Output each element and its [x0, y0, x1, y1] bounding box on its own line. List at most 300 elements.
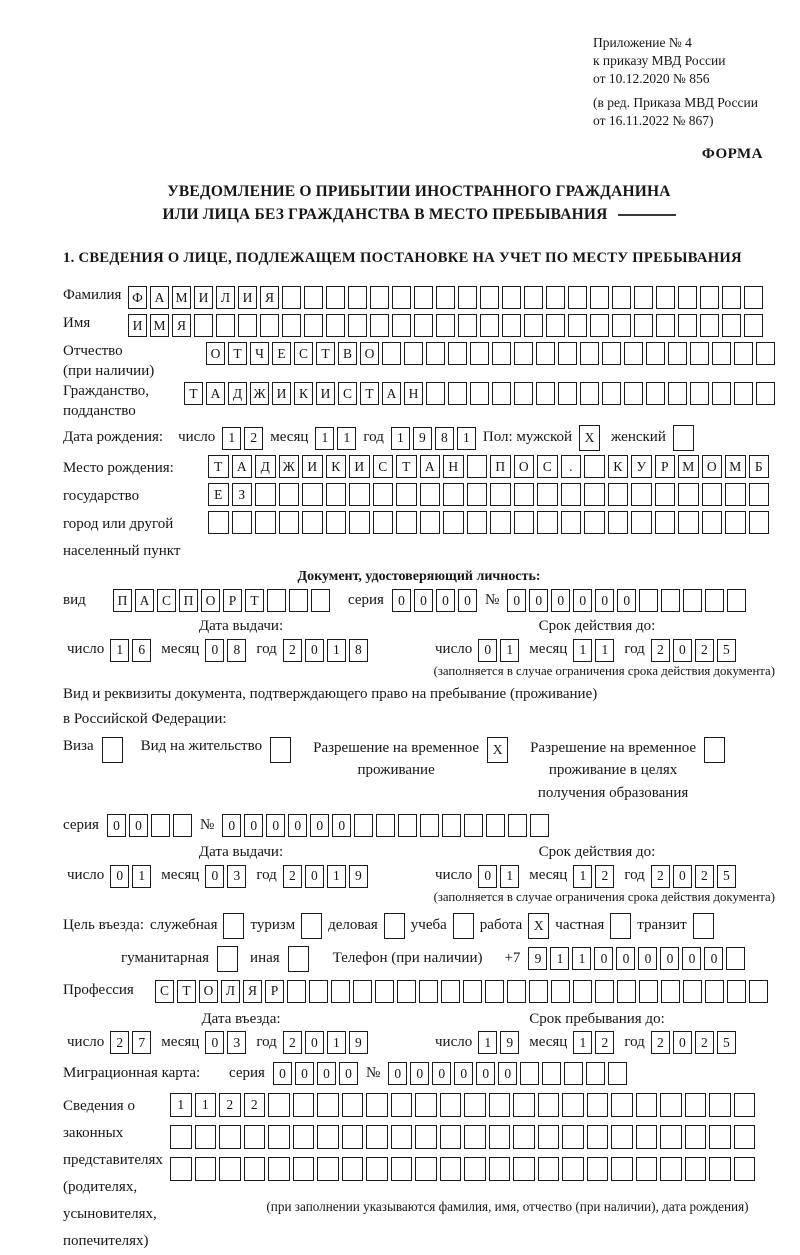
char-box[interactable] [646, 382, 665, 405]
char-box[interactable]: С [373, 455, 394, 478]
char-box[interactable]: 9 [413, 427, 432, 450]
char-box[interactable] [712, 342, 731, 365]
char-box[interactable] [646, 342, 665, 365]
char-box[interactable]: М [150, 314, 169, 337]
char-box[interactable]: И [272, 382, 291, 405]
char-box[interactable] [705, 980, 724, 1003]
purpose-work-checkbox[interactable] [528, 913, 549, 939]
char-box[interactable]: 0 [288, 814, 307, 837]
char-box[interactable] [656, 314, 675, 337]
char-box[interactable] [490, 511, 511, 534]
char-box[interactable] [538, 1125, 560, 1149]
char-box[interactable] [636, 1157, 658, 1181]
char-box[interactable]: И [349, 455, 370, 478]
char-box[interactable] [391, 1125, 413, 1149]
char-box[interactable] [440, 1157, 462, 1181]
char-box[interactable] [537, 483, 558, 506]
char-box[interactable] [301, 913, 322, 939]
char-box[interactable] [270, 737, 291, 763]
char-box[interactable] [683, 589, 702, 612]
char-box[interactable] [700, 286, 719, 309]
char-box[interactable] [170, 1125, 192, 1149]
purpose-transit-checkbox[interactable] [693, 913, 714, 939]
char-box[interactable] [255, 483, 276, 506]
char-box[interactable]: 0 [673, 1031, 692, 1054]
char-box[interactable] [464, 1093, 486, 1117]
char-box[interactable] [725, 483, 746, 506]
char-box[interactable] [610, 913, 631, 939]
char-box[interactable] [442, 814, 461, 837]
char-box[interactable] [655, 511, 676, 534]
char-box[interactable]: 0 [310, 814, 329, 837]
char-box[interactable] [398, 814, 417, 837]
edu-permit-checkbox[interactable] [704, 737, 725, 763]
char-box[interactable] [302, 483, 323, 506]
char-box[interactable] [542, 1062, 561, 1085]
char-box[interactable]: 2 [110, 1031, 129, 1054]
char-box[interactable] [480, 314, 499, 337]
char-box[interactable]: С [294, 342, 313, 365]
char-box[interactable] [704, 737, 725, 763]
char-box[interactable]: 2 [695, 639, 714, 662]
char-box[interactable]: 2 [695, 865, 714, 888]
char-box[interactable]: 0 [498, 1062, 517, 1085]
char-box[interactable]: 6 [132, 639, 151, 662]
char-box[interactable] [749, 483, 770, 506]
char-box[interactable]: О [702, 455, 723, 478]
char-box[interactable] [420, 814, 439, 837]
char-box[interactable] [489, 1125, 511, 1149]
char-box[interactable]: М [725, 455, 746, 478]
char-box[interactable]: В [338, 342, 357, 365]
char-box[interactable] [244, 1125, 266, 1149]
char-box[interactable]: 0 [551, 589, 570, 612]
char-box[interactable] [590, 314, 609, 337]
char-box[interactable]: П [490, 455, 511, 478]
char-box[interactable] [617, 980, 636, 1003]
char-box[interactable] [587, 1157, 609, 1181]
char-box[interactable] [289, 589, 308, 612]
char-box[interactable] [756, 382, 775, 405]
char-box[interactable]: И [128, 314, 147, 337]
char-box[interactable]: 2 [651, 865, 670, 888]
char-box[interactable] [331, 980, 350, 1003]
char-box[interactable]: К [294, 382, 313, 405]
char-box[interactable] [734, 342, 753, 365]
char-box[interactable] [396, 483, 417, 506]
char-box[interactable] [293, 1125, 315, 1149]
char-box[interactable] [558, 382, 577, 405]
char-box[interactable]: 2 [595, 1031, 614, 1054]
char-box[interactable]: О [206, 342, 225, 365]
char-box[interactable] [223, 913, 244, 939]
char-box[interactable] [464, 1157, 486, 1181]
char-box[interactable]: У [631, 455, 652, 478]
char-box[interactable] [304, 314, 323, 337]
char-box[interactable] [586, 1062, 605, 1085]
char-box[interactable] [624, 342, 643, 365]
char-box[interactable]: П [179, 589, 198, 612]
char-box[interactable] [656, 286, 675, 309]
char-box[interactable] [655, 483, 676, 506]
char-box[interactable]: 2 [244, 1093, 266, 1117]
char-box[interactable] [268, 1125, 290, 1149]
char-box[interactable] [317, 1157, 339, 1181]
char-box[interactable] [673, 425, 694, 451]
char-box[interactable]: С [338, 382, 357, 405]
char-box[interactable]: 0 [388, 1062, 407, 1085]
female-checkbox[interactable] [673, 425, 694, 451]
char-box[interactable]: 0 [476, 1062, 495, 1085]
char-box[interactable] [661, 589, 680, 612]
char-box[interactable] [636, 1125, 658, 1149]
char-box[interactable]: С [155, 980, 174, 1003]
char-box[interactable] [631, 511, 652, 534]
char-box[interactable] [727, 589, 746, 612]
char-box[interactable] [342, 1157, 364, 1181]
char-box[interactable] [238, 314, 257, 337]
char-box[interactable] [268, 1157, 290, 1181]
char-box[interactable] [420, 483, 441, 506]
char-box[interactable] [219, 1125, 241, 1149]
char-box[interactable]: Р [265, 980, 284, 1003]
char-box[interactable]: А [206, 382, 225, 405]
char-box[interactable] [293, 1093, 315, 1117]
char-box[interactable] [492, 342, 511, 365]
char-box[interactable] [391, 1157, 413, 1181]
char-box[interactable] [414, 314, 433, 337]
char-box[interactable] [102, 737, 123, 763]
char-box[interactable] [546, 314, 565, 337]
char-box[interactable] [608, 1062, 627, 1085]
char-box[interactable]: Б [749, 455, 770, 478]
char-box[interactable] [370, 286, 389, 309]
char-box[interactable] [705, 589, 724, 612]
char-box[interactable] [443, 511, 464, 534]
char-box[interactable]: 0 [704, 947, 723, 970]
char-box[interactable] [744, 314, 763, 337]
char-box[interactable]: 1 [500, 865, 519, 888]
char-box[interactable] [260, 314, 279, 337]
char-box[interactable] [436, 314, 455, 337]
char-box[interactable] [317, 1093, 339, 1117]
char-box[interactable]: О [514, 455, 535, 478]
char-box[interactable]: О [199, 980, 218, 1003]
char-box[interactable]: 0 [660, 947, 679, 970]
char-box[interactable] [734, 1125, 756, 1149]
char-box[interactable]: К [326, 455, 347, 478]
char-box[interactable]: Ж [250, 382, 269, 405]
char-box[interactable] [288, 946, 309, 972]
char-box[interactable]: 9 [349, 1031, 368, 1054]
char-box[interactable]: С [157, 589, 176, 612]
char-box[interactable] [467, 455, 488, 478]
char-box[interactable] [590, 286, 609, 309]
char-box[interactable] [690, 382, 709, 405]
char-box[interactable]: 0 [673, 865, 692, 888]
char-box[interactable]: 2 [651, 639, 670, 662]
char-box[interactable]: Ф [128, 286, 147, 309]
char-box[interactable] [244, 1157, 266, 1181]
char-box[interactable] [419, 980, 438, 1003]
char-box[interactable]: 0 [295, 1062, 314, 1085]
char-box[interactable]: X [528, 913, 549, 939]
char-box[interactable] [195, 1157, 217, 1181]
char-box[interactable] [580, 342, 599, 365]
char-box[interactable] [608, 511, 629, 534]
char-box[interactable]: Е [208, 483, 229, 506]
char-box[interactable] [453, 913, 474, 939]
char-box[interactable] [568, 286, 587, 309]
char-box[interactable] [678, 511, 699, 534]
char-box[interactable] [375, 980, 394, 1003]
char-box[interactable] [683, 980, 702, 1003]
char-box[interactable] [208, 511, 229, 534]
char-box[interactable] [502, 286, 521, 309]
char-box[interactable] [678, 314, 697, 337]
char-box[interactable]: 2 [219, 1093, 241, 1117]
char-box[interactable] [349, 511, 370, 534]
char-box[interactable] [709, 1157, 731, 1181]
char-box[interactable] [584, 455, 605, 478]
purpose-study-checkbox[interactable] [453, 913, 474, 939]
char-box[interactable]: Р [223, 589, 242, 612]
char-box[interactable] [448, 382, 467, 405]
char-box[interactable] [382, 342, 401, 365]
char-box[interactable]: 0 [594, 947, 613, 970]
char-box[interactable] [558, 342, 577, 365]
char-box[interactable] [195, 1125, 217, 1149]
char-box[interactable] [634, 314, 653, 337]
temp-permit-checkbox[interactable] [487, 737, 508, 763]
char-box[interactable] [502, 314, 521, 337]
char-box[interactable]: 1 [573, 639, 592, 662]
char-box[interactable]: 0 [478, 639, 497, 662]
char-box[interactable]: М [172, 286, 191, 309]
char-box[interactable]: Я [172, 314, 191, 337]
residence-permit-checkbox[interactable] [270, 737, 291, 763]
char-box[interactable] [595, 980, 614, 1003]
char-box[interactable]: 0 [205, 1031, 224, 1054]
char-box[interactable]: Т [360, 382, 379, 405]
char-box[interactable] [612, 314, 631, 337]
char-box[interactable]: Р [655, 455, 676, 478]
char-box[interactable] [467, 483, 488, 506]
char-box[interactable] [489, 1157, 511, 1181]
char-box[interactable] [744, 286, 763, 309]
char-box[interactable]: 2 [283, 865, 302, 888]
char-box[interactable] [536, 382, 555, 405]
char-box[interactable]: 0 [478, 865, 497, 888]
char-box[interactable] [712, 382, 731, 405]
char-box[interactable]: 5 [717, 865, 736, 888]
char-box[interactable] [426, 342, 445, 365]
char-box[interactable] [693, 913, 714, 939]
char-box[interactable] [173, 814, 192, 837]
char-box[interactable] [317, 1125, 339, 1149]
char-box[interactable]: 3 [227, 865, 246, 888]
char-box[interactable] [513, 1125, 535, 1149]
char-box[interactable]: А [135, 589, 154, 612]
char-box[interactable] [524, 286, 543, 309]
char-box[interactable] [151, 814, 170, 837]
char-box[interactable] [436, 286, 455, 309]
char-box[interactable] [561, 483, 582, 506]
char-box[interactable]: 0 [339, 1062, 358, 1085]
char-box[interactable]: 2 [595, 865, 614, 888]
char-box[interactable] [734, 1093, 756, 1117]
char-box[interactable] [470, 342, 489, 365]
char-box[interactable]: 1 [327, 1031, 346, 1054]
char-box[interactable] [267, 589, 286, 612]
char-box[interactable]: Ж [279, 455, 300, 478]
char-box[interactable]: 1 [337, 427, 356, 450]
char-box[interactable] [564, 1062, 583, 1085]
char-box[interactable] [293, 1157, 315, 1181]
char-box[interactable] [514, 342, 533, 365]
char-box[interactable] [489, 1093, 511, 1117]
char-box[interactable]: Т [316, 342, 335, 365]
purpose-other-checkbox[interactable] [288, 946, 309, 972]
char-box[interactable] [282, 314, 301, 337]
char-box[interactable]: 0 [317, 1062, 336, 1085]
char-box[interactable] [513, 1157, 535, 1181]
char-box[interactable] [441, 980, 460, 1003]
char-box[interactable] [353, 980, 372, 1003]
char-box[interactable] [537, 511, 558, 534]
char-box[interactable] [685, 1125, 707, 1149]
char-box[interactable] [513, 1093, 535, 1117]
char-box[interactable] [326, 483, 347, 506]
char-box[interactable]: 1 [478, 1031, 497, 1054]
char-box[interactable]: А [232, 455, 253, 478]
char-box[interactable] [396, 511, 417, 534]
char-box[interactable] [376, 814, 395, 837]
char-box[interactable] [587, 1093, 609, 1117]
char-box[interactable] [467, 511, 488, 534]
char-box[interactable]: 8 [227, 639, 246, 662]
char-box[interactable] [342, 1093, 364, 1117]
char-box[interactable]: 0 [595, 589, 614, 612]
char-box[interactable] [678, 483, 699, 506]
char-box[interactable]: Л [221, 980, 240, 1003]
char-box[interactable]: Л [216, 286, 235, 309]
char-box[interactable]: 0 [305, 1031, 324, 1054]
char-box[interactable] [612, 286, 631, 309]
char-box[interactable]: 0 [244, 814, 263, 837]
char-box[interactable]: 0 [414, 589, 433, 612]
char-box[interactable] [326, 511, 347, 534]
char-box[interactable]: Т [184, 382, 203, 405]
char-box[interactable]: 0 [205, 639, 224, 662]
char-box[interactable] [722, 286, 741, 309]
char-box[interactable] [602, 382, 621, 405]
char-box[interactable] [580, 382, 599, 405]
char-box[interactable] [611, 1125, 633, 1149]
char-box[interactable] [349, 483, 370, 506]
char-box[interactable] [524, 314, 543, 337]
char-box[interactable]: 0 [436, 589, 455, 612]
char-box[interactable] [366, 1157, 388, 1181]
char-box[interactable]: 1 [573, 865, 592, 888]
char-box[interactable] [573, 980, 592, 1003]
char-box[interactable] [279, 483, 300, 506]
char-box[interactable]: Ч [250, 342, 269, 365]
char-box[interactable]: 0 [332, 814, 351, 837]
char-box[interactable]: 1 [391, 427, 410, 450]
char-box[interactable] [392, 286, 411, 309]
char-box[interactable]: С [537, 455, 558, 478]
char-box[interactable] [309, 980, 328, 1003]
char-box[interactable] [458, 314, 477, 337]
char-box[interactable]: И [238, 286, 257, 309]
purpose-private-checkbox[interactable] [610, 913, 631, 939]
char-box[interactable]: 0 [454, 1062, 473, 1085]
char-box[interactable] [426, 382, 445, 405]
char-box[interactable] [384, 913, 405, 939]
char-box[interactable]: Т [396, 455, 417, 478]
char-box[interactable] [734, 382, 753, 405]
char-box[interactable] [551, 980, 570, 1003]
char-box[interactable] [373, 511, 394, 534]
char-box[interactable] [440, 1093, 462, 1117]
char-box[interactable]: 5 [717, 1031, 736, 1054]
char-box[interactable] [397, 980, 416, 1003]
char-box[interactable] [268, 1093, 290, 1117]
char-box[interactable] [709, 1125, 731, 1149]
char-box[interactable] [492, 382, 511, 405]
char-box[interactable]: Я [243, 980, 262, 1003]
char-box[interactable]: Т [177, 980, 196, 1003]
char-box[interactable] [302, 511, 323, 534]
char-box[interactable] [282, 286, 301, 309]
char-box[interactable]: 2 [244, 427, 263, 450]
char-box[interactable]: X [579, 425, 600, 451]
char-box[interactable] [326, 314, 345, 337]
char-box[interactable]: И [194, 286, 213, 309]
char-box[interactable] [464, 1125, 486, 1149]
char-box[interactable]: 1 [550, 947, 569, 970]
char-box[interactable] [415, 1157, 437, 1181]
char-box[interactable]: 0 [573, 589, 592, 612]
purpose-official-checkbox[interactable] [223, 913, 244, 939]
char-box[interactable] [584, 483, 605, 506]
purpose-humanitarian-checkbox[interactable] [217, 946, 238, 972]
char-box[interactable] [660, 1157, 682, 1181]
char-box[interactable]: 0 [458, 589, 477, 612]
char-box[interactable]: З [232, 483, 253, 506]
char-box[interactable]: 2 [283, 1031, 302, 1054]
char-box[interactable] [232, 511, 253, 534]
char-box[interactable]: 0 [273, 1062, 292, 1085]
char-box[interactable]: 1 [572, 947, 591, 970]
char-box[interactable] [514, 382, 533, 405]
char-box[interactable]: Т [228, 342, 247, 365]
char-box[interactable] [219, 1157, 241, 1181]
char-box[interactable]: 1 [222, 427, 241, 450]
char-box[interactable] [661, 980, 680, 1003]
char-box[interactable] [546, 286, 565, 309]
char-box[interactable] [443, 483, 464, 506]
char-box[interactable]: 0 [266, 814, 285, 837]
char-box[interactable]: 8 [435, 427, 454, 450]
char-box[interactable] [414, 286, 433, 309]
char-box[interactable]: 0 [107, 814, 126, 837]
char-box[interactable] [734, 1157, 756, 1181]
char-box[interactable] [217, 946, 238, 972]
char-box[interactable] [568, 314, 587, 337]
char-box[interactable]: 1 [457, 427, 476, 450]
